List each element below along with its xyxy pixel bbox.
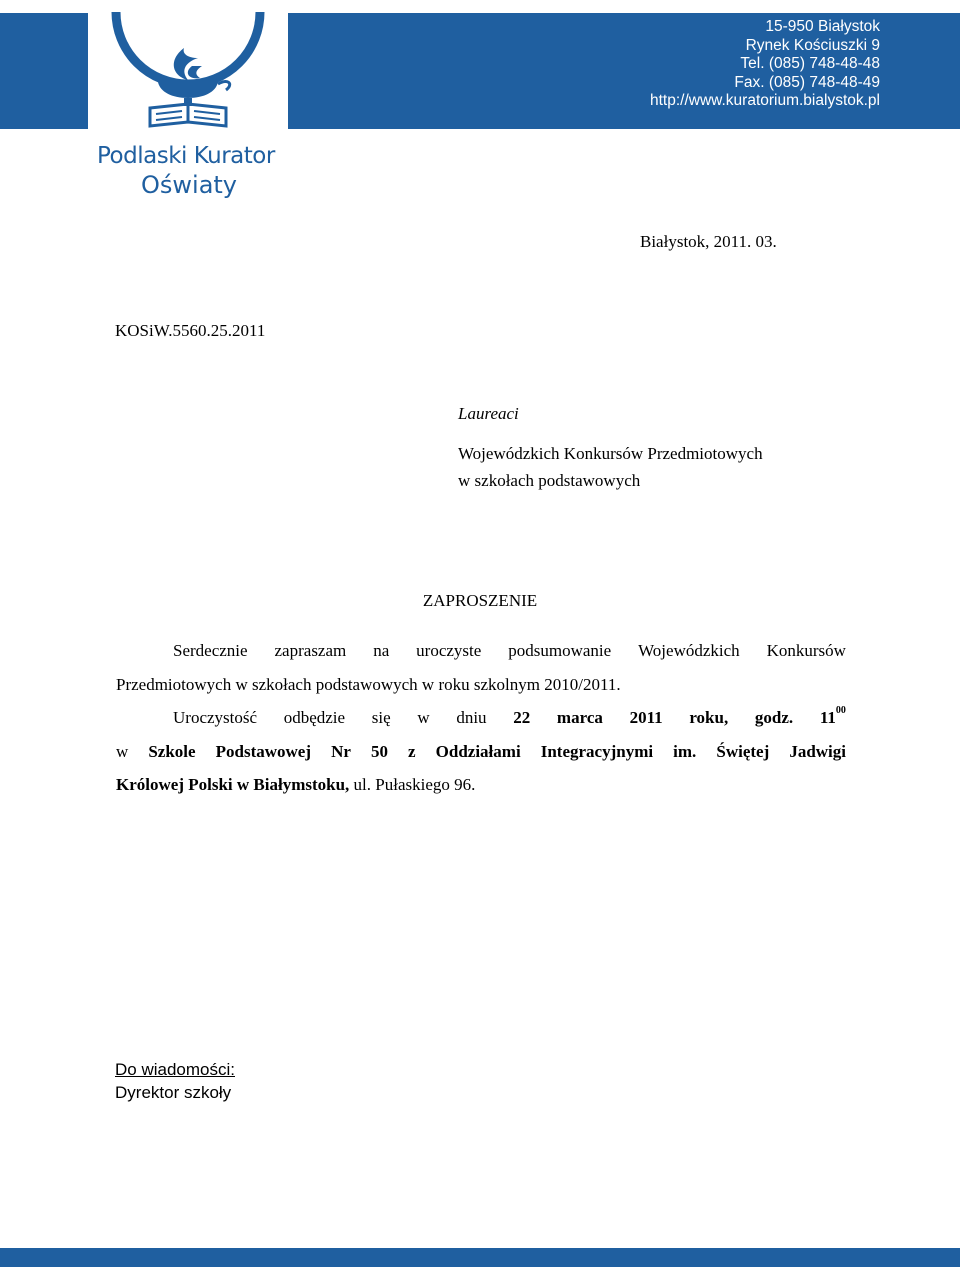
addressee-title: Laureaci bbox=[458, 404, 519, 423]
logo-line2: Oświaty bbox=[141, 171, 238, 199]
letter-date: Białystok, 2011. 03. bbox=[640, 232, 777, 251]
letter-body bbox=[116, 634, 846, 802]
word: podsumowanie bbox=[508, 641, 612, 660]
word: odbędzie bbox=[283, 708, 346, 727]
school-word: Integracyjnymi bbox=[540, 741, 654, 761]
school-address: ul. Pułaskiego 96. bbox=[349, 775, 476, 794]
word: zapraszam bbox=[274, 641, 347, 660]
para2-line1 bbox=[116, 701, 846, 735]
logo-line1: Podlaski Kurator bbox=[97, 143, 275, 169]
word: na bbox=[373, 641, 390, 660]
addressee-line2: w szkołach podstawowych bbox=[458, 471, 641, 490]
event-time bbox=[820, 701, 846, 735]
date-word: 2011 bbox=[629, 708, 663, 727]
school-word: 50 bbox=[370, 741, 388, 761]
event-hour: 11 bbox=[819, 708, 836, 727]
contact-city: 15-950 Białystok bbox=[765, 18, 880, 35]
contact-website-link[interactable]: http://www.kuratorium.bialystok.pl bbox=[649, 92, 880, 109]
word: w bbox=[417, 708, 430, 727]
notice-recipient: Dyrektor szkoły bbox=[115, 1083, 232, 1102]
para1-line2: Przedmiotowych w szkołach podstawowych w roku szkolnym 2010/2011. bbox=[116, 674, 621, 694]
word: Uroczystość bbox=[173, 708, 258, 727]
date-word: 22 bbox=[513, 708, 531, 727]
school-word: im. bbox=[673, 741, 697, 761]
addressee-block bbox=[458, 400, 763, 494]
word: uroczyste bbox=[416, 641, 482, 660]
date-word: marca bbox=[556, 708, 603, 727]
word: Serdecznie bbox=[173, 641, 248, 660]
logo-wordmark bbox=[97, 142, 297, 200]
school-word: z bbox=[408, 741, 416, 761]
para2-line3 bbox=[116, 768, 846, 802]
date-word: roku, bbox=[689, 708, 729, 727]
logo bbox=[88, 0, 288, 140]
footer-band bbox=[0, 1248, 960, 1267]
word: w bbox=[116, 741, 129, 761]
letter-heading: ZAPROSZENIE bbox=[422, 591, 538, 610]
event-minutes: 00 bbox=[835, 705, 846, 716]
notice-label: Do wiadomości: bbox=[115, 1060, 235, 1079]
date-word: godz. bbox=[754, 708, 794, 727]
addressee-line1: Wojewódzkich Konkursów Przedmiotowych bbox=[458, 444, 763, 463]
word: Wojewódzkich bbox=[638, 641, 740, 660]
reference-number: KOSiW.5560.25.2011 bbox=[115, 321, 266, 340]
para1-line1 bbox=[116, 634, 846, 668]
para2-line2 bbox=[116, 735, 846, 769]
notice-block bbox=[115, 1058, 235, 1104]
contact-phone: Tel. (085) 748-48-48 bbox=[740, 55, 880, 72]
school-word: Oddziałami bbox=[435, 741, 521, 761]
school-word: Szkole bbox=[148, 741, 196, 761]
word: Konkursów bbox=[766, 641, 846, 660]
word: dniu bbox=[456, 708, 487, 727]
logo-emblem-icon bbox=[88, 0, 288, 140]
school-name-end: Królowej Polski w Białymstoku, bbox=[116, 775, 350, 794]
contact-block bbox=[650, 18, 880, 111]
contact-street: Rynek Kościuszki 9 bbox=[745, 36, 880, 54]
word: się bbox=[371, 708, 391, 727]
school-word: Nr bbox=[331, 741, 351, 761]
school-word: Jadwigi bbox=[789, 741, 846, 761]
school-word: Świętej bbox=[716, 741, 770, 761]
school-word: Podstawowej bbox=[215, 741, 312, 761]
contact-fax: Fax. (085) 748-48-49 bbox=[734, 73, 880, 91]
